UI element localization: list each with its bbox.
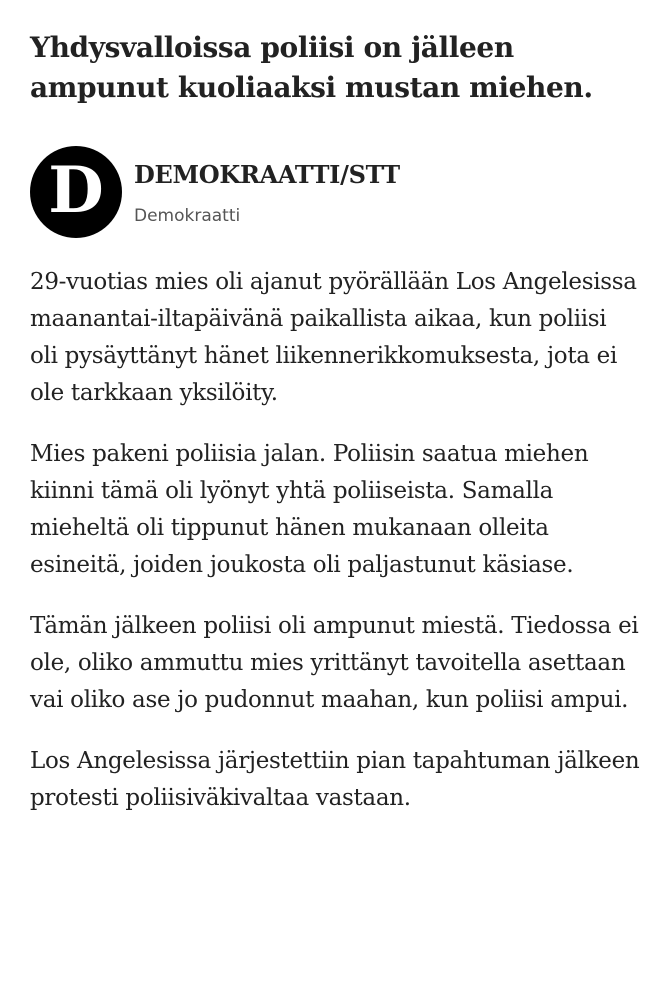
article-paragraph: Mies pakeni poliisia jalan. Poliisin saatua miehen kiinni tämä oli lyönyt yhtä poliiseista. Samalla mieheltä oli tippunut hänen mukanaan olleita esineitä, joiden joukosta oli paljastunut käsiase. xyxy=(30,441,589,578)
article-paragraph: Tämän jälkeen poliisi oli ampunut miestä. Tiedossa ei ole, oliko ammuttu mies yrittänyt tavoitella asettaan vai oliko ase jo pudonnut maahan, kun poliisi ampui. xyxy=(30,613,639,713)
article-headline: Yhdysvalloissa poliisi on jälleen ampunut kuoliaaksi mustan miehen. xyxy=(30,31,593,104)
article-paragraph: 29-vuotias mies oli ajanut pyörällään Los Angelesissa maanantai-iltapäivänä paikallista aikaa, kun poliisi oli pysäyttänyt hänet liikennerikkomuksesta, jota ei ole tarkkaan yksilöity. xyxy=(30,269,637,406)
article-paragraph: Los Angelesissa järjestettiin pian tapahtuman jälkeen protesti poliisiväkivaltaa vastaan. xyxy=(30,748,640,811)
source-block[interactable] xyxy=(30,146,650,238)
source-subtitle: Demokraatti xyxy=(134,206,241,226)
article-body xyxy=(30,264,640,841)
source-name[interactable]: DEMOKRAATTI/STT xyxy=(134,160,400,189)
logo-letter: D xyxy=(48,153,104,228)
source-logo[interactable] xyxy=(30,146,122,238)
